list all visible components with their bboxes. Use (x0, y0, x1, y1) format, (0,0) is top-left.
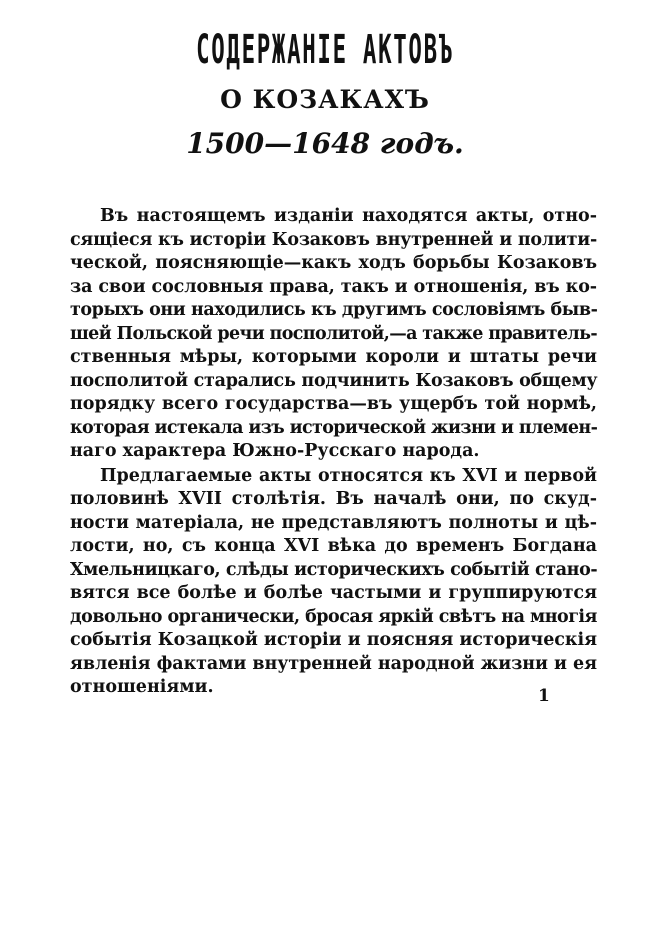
text-line: порядку всего государства—въ ущербъ той нормѣ, (70, 394, 597, 414)
text-line: Предлагаемые акты относятся къ XVI и первой (100, 465, 597, 486)
text-line: довольно органически, бросая яркій свѣтъ на многія (70, 606, 597, 627)
page-subtitle: О КОЗАКАХЪ (220, 85, 430, 114)
year-range: 1500—1648 годъ. (186, 127, 464, 160)
text-line: вятся все болѣе и болѣе частыми и группируются (70, 583, 597, 603)
text-line: Хмельницкаго, слѣды историческихъ событій стано- (70, 559, 598, 580)
text-line: отношеніями. (70, 677, 214, 697)
text-line: Въ настоящемъ изданіи находятся акты, отно- (100, 206, 597, 226)
text-line: лости, но, съ конца XVI вѣка до временъ Богдана (70, 536, 597, 556)
text-line: шей Польской речи посполитой,—а также правитель- (70, 323, 597, 344)
text-line: за свои сословныя права, такъ и отношенія, въ ко- (70, 276, 597, 297)
text-line: которая истекала изъ исторической жизни и племен- (70, 417, 598, 438)
text-line: явленія фактами внутренней народной жизни и ея (70, 653, 597, 674)
text-line: ственныя мѣры, которыми короли и штаты речи (70, 347, 597, 367)
page-title: СОДЕРЖАНІЕ АКТОВЪ (196, 27, 454, 73)
paragraph (70, 465, 597, 700)
body-text (70, 205, 597, 700)
text-line: наго характера Южно-Русскаго народа. (70, 441, 480, 461)
text-line: сящіеся къ исторіи Козаковъ внутренней и полити- (70, 229, 597, 250)
page-number: 1 (538, 686, 550, 706)
text-line: торыхъ они находились къ другимъ сословіямъ быв- (70, 300, 598, 320)
paragraph (70, 205, 597, 464)
text-line: ности матеріала, не представляютъ полноты и цѣ- (70, 512, 597, 533)
text-line: ческой, поясняющіе—какъ ходъ борьбы Козаковъ (70, 253, 597, 273)
text-line: посполитой старались подчинить Козаковъ общему (70, 370, 598, 391)
text-line: событія Козацкой исторіи и поясняя историческія (70, 630, 597, 650)
text-line: половинѣ XVII столѣтія. Въ началѣ они, по скуд- (70, 489, 597, 509)
